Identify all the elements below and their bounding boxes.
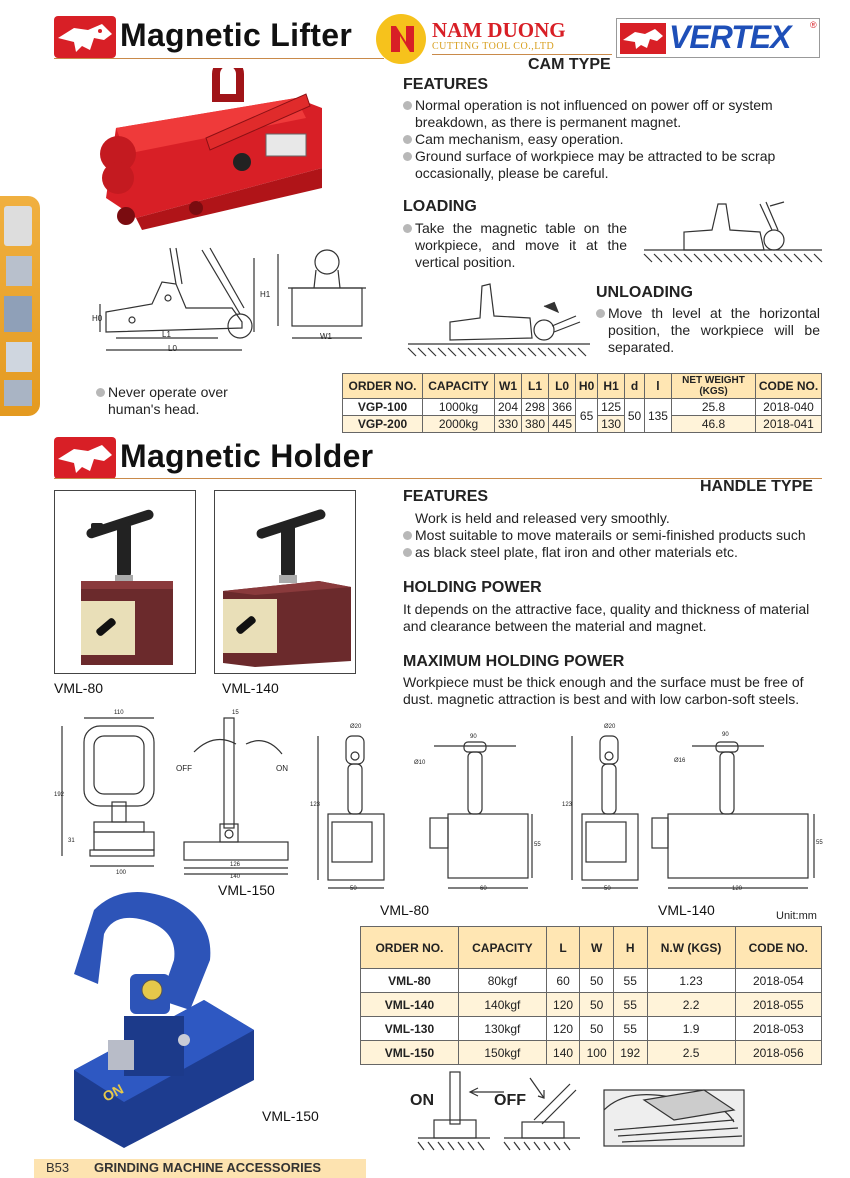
cell-code: 2018-053 [735, 1017, 821, 1041]
holder-feature-item: as black steel plate, flat iron and other materials etc. [403, 544, 823, 561]
lifter-feature-item: Ground surface of workpiece may be attracted to be scrap occasionally, please be careful. [403, 148, 803, 182]
cell-order: VML-150 [361, 1041, 459, 1065]
cell-w: 50 [580, 969, 614, 993]
th-order: ORDER NO. [361, 927, 459, 969]
lifter-feature-item: Normal operation is not influenced on power off or system breakdown, as there is permanent magnet. [403, 97, 803, 131]
th-capacity: CAPACITY [458, 927, 546, 969]
drawing-label-vml80: VML-80 [380, 902, 430, 918]
dim-15: 15 [232, 710, 239, 716]
cell-nw: 1.23 [647, 969, 735, 993]
dim-w1: W1 [320, 332, 332, 341]
cell-code: 2018-041 [756, 416, 822, 433]
th-net-weight: NET WEIGHT (KGS) [672, 374, 756, 399]
brand-name: NAM DUONG [432, 18, 566, 42]
holder-features-title: FEATURES [403, 488, 489, 505]
on-text: ON [99, 1080, 126, 1105]
vertex-registered: ® [810, 20, 817, 30]
dim-l0: L0 [168, 344, 177, 353]
max-holding-text: Workpiece must be thick enough and the surface must be free of dust. magnetic attraction is best and with low carbon-soft steels. [403, 674, 804, 707]
table-row [361, 969, 822, 993]
cell-capacity: 1000kg [423, 399, 495, 416]
cell-l: 60 [546, 969, 580, 993]
holder-spec-table [360, 926, 822, 1065]
th-h0: H0 [576, 374, 598, 399]
th-l: l [644, 374, 671, 399]
dim-55a: 55 [534, 842, 541, 848]
cell-nw: 1.9 [647, 1017, 735, 1041]
holder-features-list [403, 510, 823, 561]
table-row [361, 993, 822, 1017]
cell-capacity: 80kgf [458, 969, 546, 993]
cell-w: 100 [580, 1041, 614, 1065]
loading-title: LOADING [403, 198, 477, 215]
dim-110: 110 [114, 710, 124, 716]
cell-code: 2018-040 [756, 399, 822, 416]
vml140-photo [214, 490, 356, 674]
on-label: ON [410, 1092, 434, 1109]
th-l1: L1 [522, 374, 549, 399]
dim-20b: Ø20 [604, 724, 616, 730]
loading-list [403, 220, 627, 271]
vml80-drawing [310, 722, 540, 894]
vml140-drawing [556, 722, 826, 894]
dim-126: 126 [230, 862, 241, 868]
dim-90b: 90 [722, 732, 729, 738]
header-rule [54, 58, 384, 59]
warning-list [96, 384, 266, 418]
warning-text: Never operate over human's head. [96, 384, 266, 418]
dim-h0: H0 [92, 314, 103, 323]
cell-capacity: 130kgf [458, 1017, 546, 1041]
dim-10: Ø10 [414, 760, 426, 766]
table-row [361, 1017, 822, 1041]
lifter-features-title: FEATURES [403, 76, 489, 93]
th-l0: L0 [549, 374, 576, 399]
cell-w1: 204 [495, 399, 522, 416]
cell-code: 2018-054 [735, 969, 821, 993]
eagle-logo [54, 437, 116, 479]
dim-off: OFF [176, 764, 192, 773]
cell-l: 135 [644, 399, 671, 433]
vertex-eagle-icon [620, 23, 666, 54]
cell-h1: 130 [598, 416, 625, 433]
th-capacity: CAPACITY [423, 374, 495, 399]
footer-title: GRINDING MACHINE ACCESSORIES [94, 1160, 322, 1175]
cell-code: 2018-055 [735, 993, 821, 1017]
loading-text: Take the magnetic table on the workpiece, and move it at the vertical position. [403, 220, 627, 271]
max-holding-title: MAXIMUM HOLDING POWER [403, 653, 625, 670]
dim-192: 192 [54, 792, 65, 798]
cell-h: 192 [613, 1041, 647, 1065]
cell-l0: 366 [549, 399, 576, 416]
off-label: OFF [494, 1092, 526, 1109]
lifter-photo [96, 68, 366, 232]
th-w1: W1 [495, 374, 522, 399]
cell-capacity: 2000kg [423, 416, 495, 433]
cell-w1: 330 [495, 416, 522, 433]
vertex-logo-box [616, 18, 820, 58]
lifter-dimension-drawing [92, 240, 382, 368]
th-h1: H1 [598, 374, 625, 399]
th-order: ORDER NO. [343, 374, 423, 399]
cell-w: 50 [580, 993, 614, 1017]
cell-h: 55 [613, 993, 647, 1017]
vml150-drawing [54, 712, 294, 884]
photo-label-vml80: VML-80 [54, 680, 104, 696]
unloading-list [596, 305, 820, 356]
cell-w: 50 [580, 1017, 614, 1041]
unit-label: Unit:mm [776, 910, 817, 922]
cell-nw: 2.5 [647, 1041, 735, 1065]
loading-diagram [640, 196, 824, 272]
dim-120: 120 [732, 886, 743, 892]
vertex-wordmark: VERTEX [669, 19, 791, 55]
cell-l: 120 [546, 1017, 580, 1041]
cell-h1: 125 [598, 399, 625, 416]
cell-capacity: 140kgf [458, 993, 546, 1017]
dim-123b: 123 [562, 802, 573, 808]
table-row [343, 399, 822, 416]
cell-order: VML-80 [361, 969, 459, 993]
th-nw: N.W (KGS) [647, 927, 735, 969]
nam-duong-logo [376, 14, 426, 64]
cell-l0: 445 [549, 416, 576, 433]
th-h: H [613, 927, 647, 969]
holding-power-title: HOLDING POWER [403, 579, 542, 596]
cell-order: VGP-100 [343, 399, 423, 416]
eagle-logo [54, 16, 116, 58]
photo-label-vml150: VML-150 [262, 1108, 319, 1124]
cell-l1: 298 [522, 399, 549, 416]
section-title-lifter: Magnetic Lifter [120, 17, 353, 53]
dim-on: ON [276, 764, 288, 773]
holder-feature-item: Work is held and released very smoothly. [415, 510, 670, 526]
section-title-holder: Magnetic Holder [120, 438, 374, 474]
dim-50a: 50 [350, 886, 357, 892]
page-number: B53 [46, 1160, 70, 1175]
lifter-spec-table [342, 373, 822, 433]
vml150-photo [54, 880, 274, 1150]
side-strip-image [0, 196, 40, 416]
handle-type-label: HANDLE TYPE [700, 478, 813, 495]
drawing-label-vml140: VML-140 [658, 902, 715, 918]
photo-label-vml140: VML-140 [222, 680, 279, 696]
th-code: CODE NO. [756, 374, 822, 399]
cell-l1: 380 [522, 416, 549, 433]
dim-60: 60 [480, 886, 487, 892]
lifter-features-list [403, 97, 803, 182]
dim-l1: L1 [162, 330, 171, 339]
brand-rule [432, 54, 612, 55]
th-l: L [546, 927, 580, 969]
dim-h1: H1 [260, 290, 271, 299]
cell-code: 2018-056 [735, 1041, 821, 1065]
cell-nw: 2.2 [647, 993, 735, 1017]
dim-20a: Ø20 [350, 724, 362, 730]
drawing-label-vml150: VML-150 [218, 882, 275, 898]
cam-type-label: CAM TYPE [528, 56, 611, 73]
brand-sub: CUTTING TOOL CO.,LTD [432, 41, 555, 52]
cell-l: 140 [546, 1041, 580, 1065]
cell-order: VML-140 [361, 993, 459, 1017]
dim-16: Ø16 [674, 758, 686, 764]
unloading-text: Move th level at the horizontal position, the workpiece will be separated. [596, 305, 820, 356]
cell-order: VGP-200 [343, 416, 423, 433]
unloading-diagram [404, 278, 594, 360]
dim-55b: 55 [816, 840, 823, 846]
dim-90a: 90 [470, 734, 477, 740]
th-code: CODE NO. [735, 927, 821, 969]
table-row [361, 1041, 822, 1065]
th-w: W [580, 927, 614, 969]
th-d: d [625, 374, 645, 399]
holder-feature-item: Most suitable to move materails or semi-finished products such [403, 527, 823, 544]
cell-h: 55 [613, 1017, 647, 1041]
cell-l: 120 [546, 993, 580, 1017]
cell-order: VML-130 [361, 1017, 459, 1041]
cell-h: 55 [613, 969, 647, 993]
cell-h0: 65 [576, 399, 598, 433]
cell-d: 50 [625, 399, 645, 433]
dim-123a: 123 [310, 802, 321, 808]
dim-100: 100 [116, 870, 127, 876]
dim-140: 140 [230, 874, 241, 880]
dim-31: 31 [68, 838, 75, 844]
holding-power-text: It depends on the attractive face, quality and thickness of material and clearance between the material and magnet. [403, 601, 810, 634]
lifter-feature-item: Cam mechanism, easy operation. [403, 131, 803, 148]
on-off-diagram [404, 1070, 824, 1154]
cell-capacity: 150kgf [458, 1041, 546, 1065]
unloading-title: UNLOADING [596, 284, 693, 301]
dim-50b: 50 [604, 886, 611, 892]
vml80-photo [54, 490, 196, 674]
cell-weight: 25.8 [672, 399, 756, 416]
cell-weight: 46.8 [672, 416, 756, 433]
